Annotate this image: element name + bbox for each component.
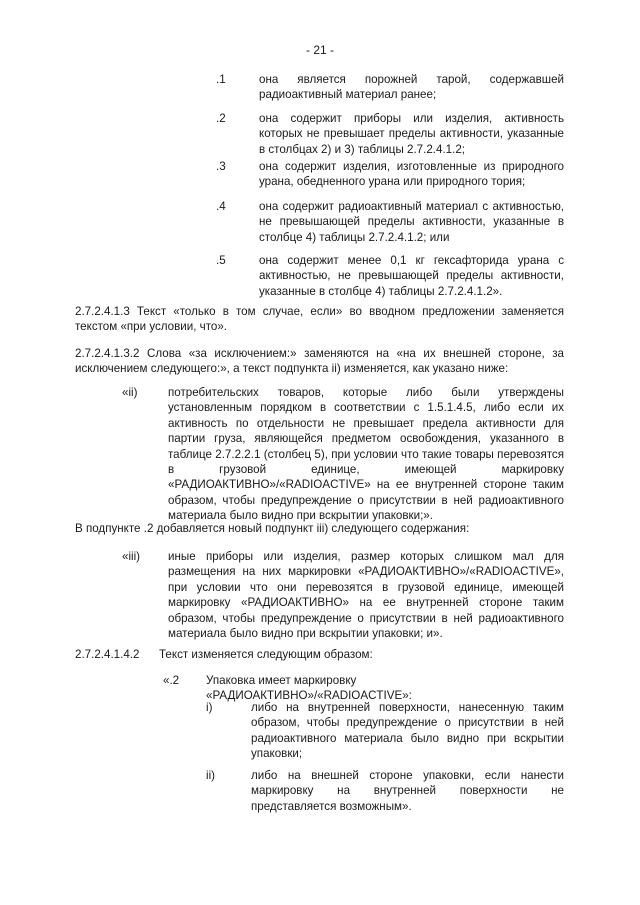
paragraph-number: 2.7.2.4.1.4.2: [75, 648, 140, 661]
item-iii-label: «iii): [122, 550, 141, 563]
list-item-label: .3: [216, 160, 226, 173]
list-item-text: она содержит приборы или изделия, активность которых не превышает пределы активности, указанные в столбцах 2) и 3) таблицы 2.7.2.4.1.2;: [259, 112, 564, 156]
list-item-label: .2: [216, 112, 226, 125]
list-item-label: .5: [216, 254, 226, 267]
list-item-text: она является порожней тарой, содержавшей радиоактивный материал ранее;: [259, 73, 564, 102]
paragraph-new-subitem: В подпункте .2 добавляется новый подпункт iii) следующего содержания:: [75, 522, 470, 535]
list-item-label: .4: [216, 200, 226, 213]
list-item-label: .1: [216, 73, 226, 86]
sub-item-ii-label: ii): [206, 769, 216, 782]
list-item-text: она содержит радиоактивный материал с активностью, не превышающей пределы активности, указанные в столбце 4) таблицы 2.7.2.4.1.2; или: [259, 200, 564, 244]
item-2-label: «.2: [163, 674, 180, 687]
paragraph-text: Текст изменяется следующим образом:: [159, 648, 373, 661]
paragraph-2-7-2-4-1-3-2: 2.7.2.4.1.3.2 Слова «за исключением:» заменяются на «на их внешней стороне, за исключением следующего:», а текст подпункта ii) изменяется, как указано ниже:: [75, 347, 564, 376]
sub-item-i-label: i): [206, 701, 213, 714]
item-iii-text: иные приборы или изделия, размер которых слишком мал для размещения на них маркировки «РАДИОАКТИВНО»/«RADIOACTIVE», при условии что они перевозятся в грузовой единице, имеющей маркировку «РАДИОАКТИВНО» на ее внутренней стороне таким образом, чтобы предупреждение о присутствии в ней радиоактивного материала было видно при вскрытии упаковки; и».: [168, 550, 564, 641]
list-item-text: она содержит изделия, изготовленные из природного урана, обедненного урана или природного тория;: [259, 160, 564, 189]
item-ii-text: потребительских товаров, которые либо были утверждены установленным порядком в соответствии с 1.5.1.4.5, либо если их активность по отдельности не превышает предела активности для партии груза, являющейся предметом освобождения, указанного в таблице 2.7.2.2.1 (столбец 5), при условии что такие товары перевозятся в грузовой единице, имеющей маркировку «РАДИОАКТИВНО»/«RADIOACTIVE» на ее внутренней стороне таким образом, чтобы предупреждение о присутствии в ней радиоактивного материала было видно при вскрытии упаковки;».: [168, 386, 564, 523]
item-2-text: Упаковка имеет маркировку «РАДИОАКТИВНО»/«RADIOACTIVE»:: [206, 674, 412, 703]
sub-item-i-text: либо на внутренней поверхности, нанесенную таким образом, чтобы предупреждение о присутствии в ней радиоактивного материала было видно при вскрытии упаковки;: [251, 701, 564, 761]
page-number: - 21 -: [305, 43, 334, 57]
paragraph-2-7-2-4-1-3: 2.7.2.4.1.3 Текст «только в том случае, если» во вводном предложении заменяется текстом «при условии, что».: [75, 305, 564, 334]
list-item-text: она содержит менее 0,1 кг гексафторида урана с активностью, не превышающей пределы активности, указанные в столбце 4) таблицы 2.7.2.4.1.2».: [259, 254, 564, 298]
item-ii-label: «ii): [122, 386, 138, 399]
sub-item-ii-text: либо на внешней стороне упаковки, если нанести маркировку на внутренней поверхности не представляется возможным».: [251, 769, 564, 813]
